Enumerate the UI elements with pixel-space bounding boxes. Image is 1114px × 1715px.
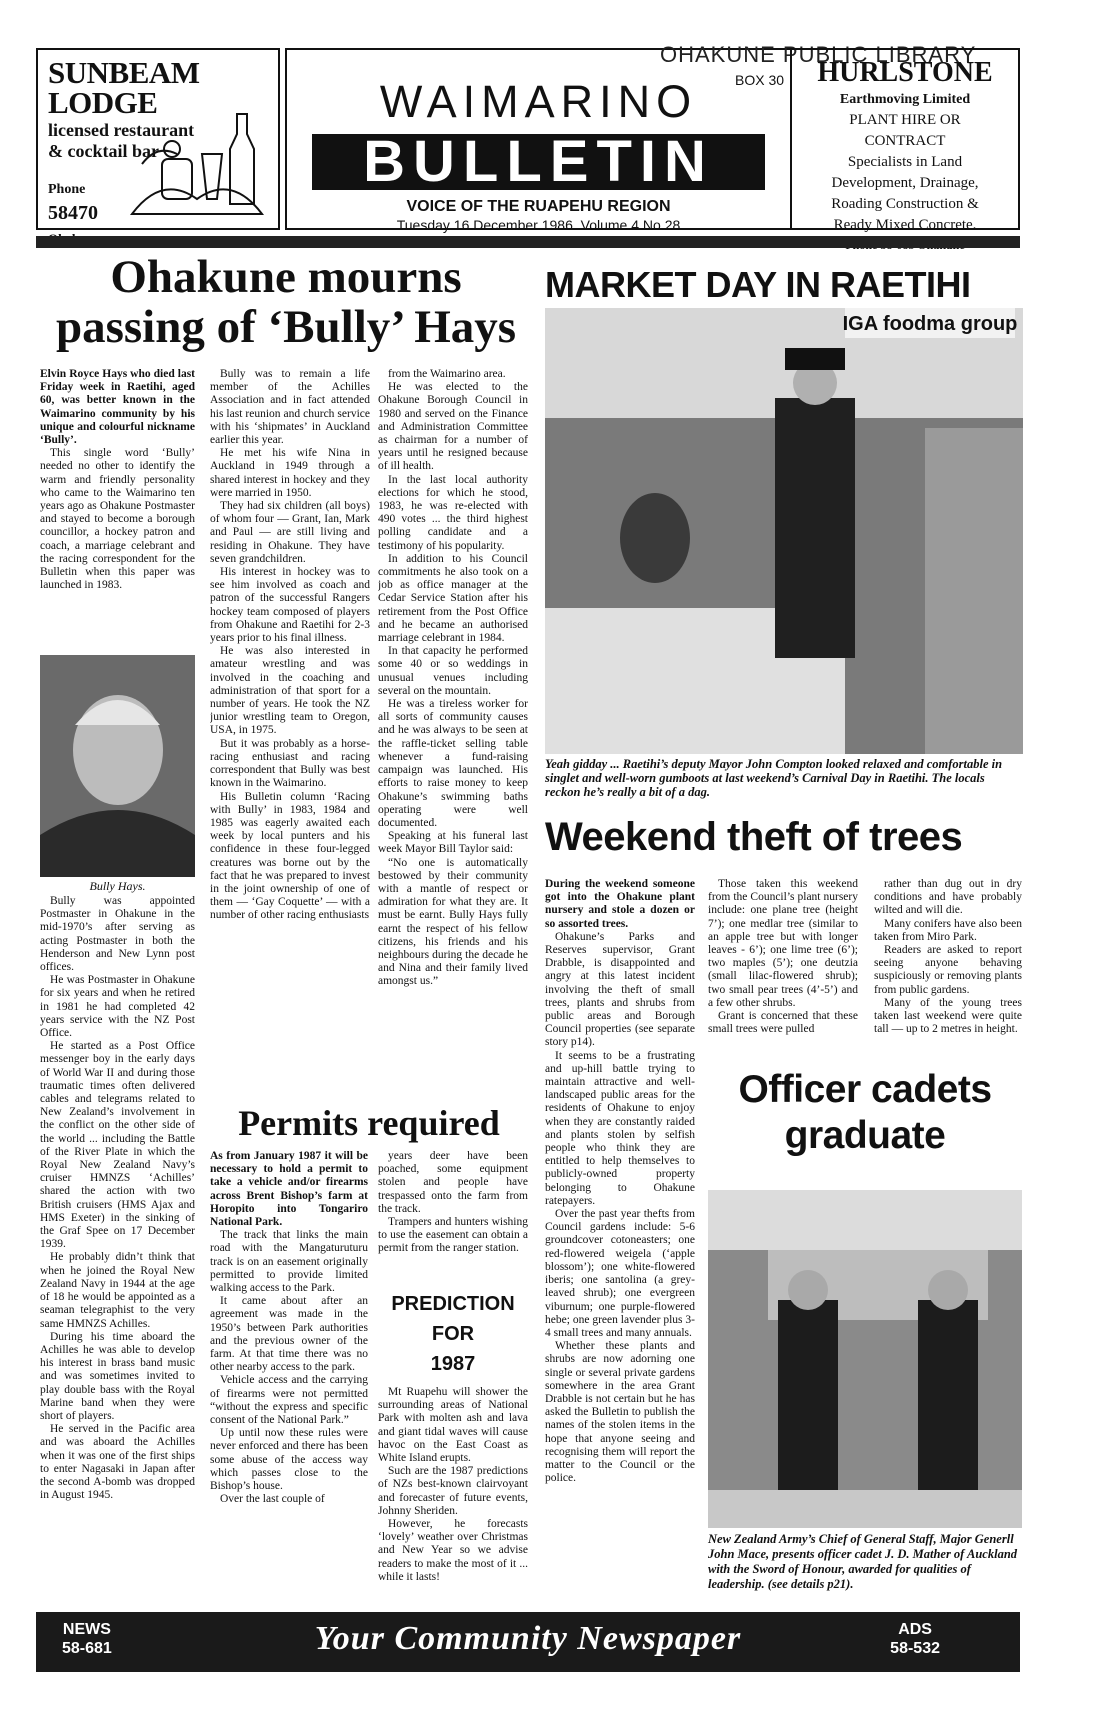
theft-p1: Ohakune’s Parks and Reserves supervisor, Grant Drabble, is disappointed and angry at this latest incident involving the theft of small trees, plants and shrubs from public areas and Borough Council properties (see separate story p14). [545, 930, 695, 1049]
bully-lead: Elvin Royce Hays who died last Friday week in Raetihi, aged 60, was better known in the Waimarino community by his unique and colourful nickname ‘Bully’. [40, 368, 195, 447]
bully-p3: He was Postmaster in Ohakune for six years and when he retired in 1981 he had completed 42 years service with the NZ Post Office. [40, 974, 195, 1040]
bully-p11: His interest in hockey was to see him involved as coach and patron of the successful Rangers hockey team composed of players from Ohakune and Raetihi for 2-3 years prior to his final illness. [210, 566, 370, 645]
theft-p8: Many conifers have also been taken from Miro Park. [874, 917, 1022, 943]
bully-p20: He was a tireless worker for all sorts of community causes and he was always to be seen at the raffle-ticket selling table whenever a fund-raising campaign was launched. His efforts to raise money to keep Ohakune’s swimming baths operating were well documented. [378, 698, 528, 829]
bully-portrait-icon [40, 655, 195, 877]
hurlstone-company: Earthmoving Limited [839, 92, 971, 107]
hurlstone-line4: Development, Drainage, [831, 175, 979, 191]
library-box: BOX 30 [735, 72, 785, 88]
bully-column-2 [210, 368, 370, 1093]
ad-tagline1: licensed restaurant [48, 120, 195, 140]
masthead-title-main: BULLETIN [312, 134, 765, 190]
footer-banner [36, 1612, 1020, 1672]
bully-p7: He served in the Pacific area and was aboard the Achilles when it was one of the first ships to enter Nagasaki in Japan after the second A-bomb was dropped in August 1945. [40, 1423, 195, 1502]
theft-column-2 [708, 878, 858, 1058]
hurlstone-ad [790, 48, 1020, 233]
footer-ads-phone: 58-532 [890, 1640, 940, 1657]
bully-p22: “No one is automatically bestowed by their community with a mantle of respect or admiration for what they are. It must be earnt. Bully Hays fully earnt the respect of his fellow citizens, his friends and his neighbours during the decade he and Nina and their family lived amongst us.” [378, 856, 528, 988]
hurlstone-line5: Roading Construction & [831, 196, 979, 212]
bully-p1: This single word ‘Bully’ needed no other to identify the warm and friendly personality who came to the Waimarino ten years ago as Ohakune Postmaster and stayed to become a borough councillor, a hockey patron and coach, a marriage celebrant and the racing correspondent for the Bulletin when this paper was launched in 1983. [40, 447, 195, 592]
bully-p15: from the Waimarino area. [388, 368, 506, 380]
footer-ads [890, 1620, 940, 1658]
bully-p6: During his time aboard the Achilles he was able to develop his interest in brass band music and was sometimes invited to play double bass with the Royal Marine band when they were short of players. [40, 1330, 195, 1422]
footer-ads-label: ADS [898, 1621, 932, 1638]
bully-column-3 [378, 368, 528, 1093]
market-day-photo [545, 308, 1023, 754]
permits-p4: Up until now these rules were never enforced and there has been some abuse of the access way which passes close to the Bishop’s house. [210, 1427, 368, 1493]
masthead-title-top: WAIMARINO [379, 76, 698, 127]
permits-p3: Vehicle access and the carrying of firearms were not permitted “without the express and specific consent of the National Park.” [210, 1374, 368, 1427]
bully-column-1b [40, 895, 195, 1711]
hurlstone-line2: CONTRACT [864, 133, 946, 149]
iga-sign: IGA foodma group [842, 313, 1018, 335]
permits-column-2 [378, 1150, 528, 1285]
market-caption: Yeah gidday ... Raetihi’s deputy Mayor John Compton looked relaxed and comfortable in singlet and well-worn gumboots at last weekend’s Carnival Day in Raetihi. The locals reckon he’s really a bit of a dag. [545, 757, 1003, 799]
theft-column-1 [545, 878, 695, 1706]
ad-phone-label: Phone [48, 182, 86, 197]
bully-p4: He started as a Post Office messenger boy in the early days of World War II and during those traumatic times often delivered cables and telegrams related to New Zealand’s involvement in the conflict on the other side of the world ... including the Battle of the River Plate in which the Royal New Zealand Navy’s cruiser HMNZS ‘Achilles’ shared the action with two British cruisers (HMS Ajax and HMS Exeter) in the sinking of the Graf Spee on 17 December 1939. [40, 1040, 195, 1251]
permits-p7: Trampers and hunters wishing to use the easement can obtain a permit from the ranger station. [378, 1216, 528, 1255]
bully-photo-caption: Bully Hays. [89, 879, 146, 893]
theft-p5: Those taken this weekend from the Council’s plant nursery include: one plane tree (height 7’); one medlar tree (similar to an apple tree but with longer leaves - 6’); one lime tree (6’); two maples (5’); one deutzia (small lilac-flowered shrub); two small pear trees (4’-5’) and a few other shrubs. [708, 878, 858, 1009]
hurlstone-name: HURLSTONE [817, 57, 993, 88]
masthead [285, 48, 792, 233]
masthead-subtitle: VOICE OF THE RUAPEHU REGION [406, 198, 671, 215]
bully-p12: He was also interested in amateur wrestling and was involved in the coaching and administration of that sport for a number of years. He took the NZ junior wrestling team to Oregon, USA, in 1975. [210, 645, 370, 737]
theft-p3: Over the past year thefts from Council gardens include: 5-6 groundcover cotoneasters; one red-flowered weigela (‘apple blossom’); one white-flowered iberis; one santolina (a grey-leaved shrub); one evergreen viburnum; one purple-flowered hebe; one green lavender plus 3-4 small trees and many annuals. [545, 1208, 695, 1339]
sunbeam-lodge-ad [36, 48, 280, 230]
prediction-line1: PREDICTION [391, 1293, 515, 1315]
footer-news-phone: 58-681 [62, 1640, 112, 1657]
prediction-line3: 1987 [430, 1353, 476, 1375]
bully-headline: Ohakune mourns passing of ‘Bully’ Hays [55, 251, 517, 353]
bully-p19: In that capacity he performed some 40 or so weddings in unusual venues including several on the mountain. [378, 645, 528, 697]
hurlstone-line1: PLANT HIRE OR [849, 112, 961, 128]
market-scene-icon [545, 308, 1023, 754]
officer-caption: New Zealand Army’s Chief of General Staff, Major Generll John Mace, presents officer cadet J. D. Mather of Auckland with the Sword of Honour, awarded for qualities of leadership. (see details p21). [708, 1532, 1018, 1591]
theft-p7: rather than dug out in dry conditions and have probably wilted and will die. [874, 878, 1022, 917]
ad-name-line1: SUNBEAM [48, 55, 200, 90]
market-headline: MARKET DAY IN RAETIHI [545, 264, 971, 305]
theft-p4: Whether these plants and shrubs are now adorning one single or several private gardens somewhere in the area Grant Drabble is not certain but he has asked the Bulletin to publish the names of the stolen items in the hope that anyone seeing and recognising them will report the matter to the Council or the police. [545, 1340, 695, 1485]
permits-p2: It came about after an agreement was made in the 1950’s between Park authorities and the previous owner of the farm. At that time there was no other nearby access to the park. [210, 1295, 368, 1374]
prediction-p2: Such are the 1987 predictions of NZs best-known clairvoyant and forecaster of future events, Johnny Sheriden. [378, 1465, 528, 1517]
officer-headline: Officer cadets graduate [738, 1068, 992, 1157]
theft-lead: During the weekend someone got into the Ohakune plant nursery and stole a dozen or so assorted trees. [545, 878, 695, 930]
bully-column-1 [40, 368, 195, 650]
bully-p17: In the last local authority elections for which he stood, 1983, he was re-elected with 490 votes ... the third highest polling candidate and a testimony of his popularity. [378, 473, 528, 552]
officer-cadets-photo [708, 1190, 1022, 1528]
hurlstone-line6: Ready Mixed Concrete. [833, 217, 977, 233]
footer-tagline: Your Community Newspaper [314, 1620, 742, 1657]
bully-p8: Bully was to remain a life member of the Achilles Association and in fact attended his last reunion and church service with his ‘shipmates’ in Auckland earlier this year. [210, 368, 370, 447]
prediction-p1: Mt Ruapehu will shower the surrounding areas of National Park with molten ash and lava and giant tidal waves will cause havoc on the East Coast as White Island erupts. [378, 1386, 528, 1465]
library-stamp: OHAKUNE PUBLIC LIBRARY [660, 42, 977, 67]
theft-column-3 [874, 878, 1022, 1058]
bully-p16: He was elected to the Ohakune Borough Council in 1980 and served on the Finance and Administration Committee as chairman for a number of years until he resigned because of ill health. [378, 381, 528, 473]
bully-p13: But it was probably as a horse-racing enthusiast and racing correspondent that Bully was best known in the Waimarino. [210, 737, 370, 790]
hurlstone-line3: Specialists in Land [847, 154, 963, 170]
theft-p9: Readers are asked to report seeing anyone behaving suspiciously or removing plants from public gardens. [874, 944, 1022, 996]
bully-p5: He probably didn’t think that when he joined the Royal New Zealand Navy in 1944 at the age of 18 he would be appointed as a seaman telegraphist to the very same HMNZS Achilles. [40, 1251, 195, 1330]
masthead-date: Tuesday 16 December 1986. Volume 4 No.28 [396, 217, 681, 233]
ad-name-line2: LODGE [48, 85, 158, 120]
ad-tagline2: & cocktail bar [48, 141, 159, 161]
theft-p2: It seems to be a frustrating and up-hill battle trying to maintain attractive and well-landscaped public areas for the residents of Ohakune to enjoy when they are constantly raided and plants stolen by selfish people who think they are entitled to help themselves to publicly-owned property belonging to Ohakune ratepayers. [545, 1049, 695, 1207]
bully-hays-photo [40, 655, 195, 877]
bully-p10: They had six children (all boys) of whom four — Grant, Ian, Mark and Paul — are still living and residing in Ohakune. They have seven grandchildren. [210, 500, 370, 565]
theft-p10: Many of the young trees taken last weekend were quite tall — up to 2 metres in height. [874, 996, 1022, 1036]
permits-p5: Over the last couple of [220, 1493, 325, 1506]
ad-phone-number: 58470 [48, 202, 98, 224]
prediction-p3: However, he forecasts ‘lovely’ weather over Christmas and New Year so we advise readers to make the most of it ... while it lasts! [378, 1518, 528, 1583]
prediction-line2: FOR [431, 1323, 475, 1345]
theft-p6: Grant is concerned that these small trees were pulled [708, 1010, 858, 1036]
theft-headline: Weekend theft of trees [545, 815, 963, 859]
bully-p14: His Bulletin column ‘Racing with Bully’ in 1983, 1984 and 1985 was eagerly awaited each week by local punters and his confidence in these four-legged creatures was borne out by the fact that he was prepared to invest in the joint ownership of one of them — ‘Gay Coquette’ — with a number of other racing enthusiasts [210, 790, 370, 922]
cocktail-illustration-icon [122, 104, 272, 224]
permits-p1: The track that links the main road with the Mangaturuturu track is on an easement originally permitted to provide limited walking access to the Park. [210, 1229, 368, 1295]
masthead-rule [36, 236, 1020, 248]
permits-p6: years deer have been poached, some equipment stolen and people have trespassed onto the farm from the track. [378, 1150, 528, 1215]
footer-news-label: NEWS [62, 1621, 111, 1638]
bully-p2: Bully was appointed Postmaster in Ohakune in the mid-1970’s after serving as acting Postmaster in both the Henderson and New Lynn post offices. [40, 895, 195, 974]
bully-p21: Speaking at his funeral last week Mayor Bill Taylor said: [378, 830, 528, 856]
permits-headline: Permits required [238, 1103, 500, 1143]
permits-lead: As from January 1987 it will be necessary to hold a permit to take a vehicle and/or firearms across Brent Bishop’s farm at Horopito into Tongariro National Park. [210, 1150, 368, 1229]
prediction-headline [378, 1289, 528, 1379]
bully-p18: In addition to his Council commitments he also took on a job as office manager at the Cedar Service Station after his retirement from the Post Office and he became an authorised marriage celebrant in 1984. [378, 552, 528, 645]
bully-p9: He met his wife Nina in Auckland in 1949 through a shared interest in hockey and they were married in 1950. [210, 447, 370, 499]
sword-presentation-icon [708, 1190, 1022, 1528]
